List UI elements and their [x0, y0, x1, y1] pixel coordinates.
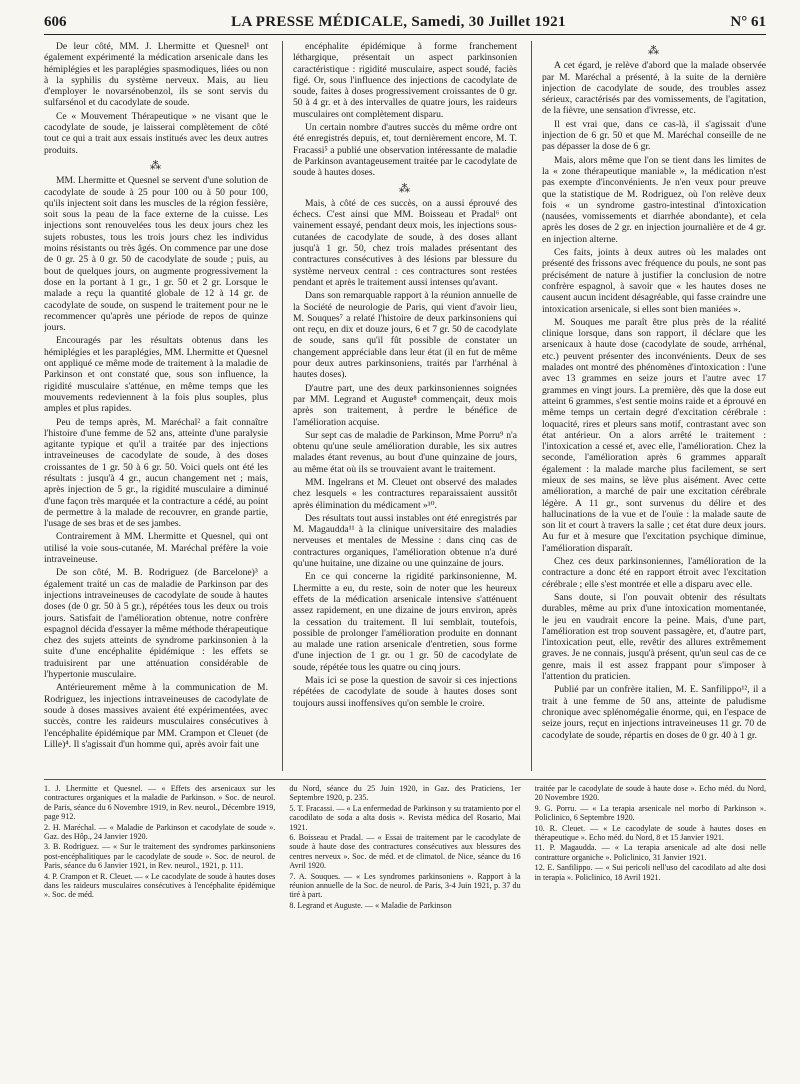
- section-separator-stars: ⁂: [399, 182, 411, 195]
- paragraph: De son côté, M. B. Rodriguez (de Barcelone)³ a également traité un cas de maladie de Parkinson par des injections intraveineuses de cacodylate de soude à hautes doses (de 0 gr. 50 à 5 gr.), répétées tous les deux ou trois jours. Satisfait de l'amélioration obtenue, notre confrère espagnol décida d'essayer la même méthode thérapeutique chez des sujets atteints de syndrome parkinsonien à la suite d'une encéphalite épidémique : les effets se traduisirent par une atténuation considérable de l'hypertonie musculaire.: [44, 567, 268, 681]
- paragraph: De leur côté, MM. J. Lhermitte et Quesnel¹ ont également expérimenté la médication arsenicale dans les hémiplégies et les paraplégies spasmodiques, liées ou non à la syphilis du système nerveux. Mais, au lieu d'employer le novarsénobenzol, ils se sont servis du sulfarsénol et du cacodylate de soude.: [44, 41, 268, 109]
- page-number: 606: [44, 14, 67, 30]
- footnote-column-2: [289, 784, 520, 1084]
- footnote: 1. J. Lhermitte et Quesnel. — « Effets des arsenicaux sur les contractures organiques et la maladie de Parkinson. » Soc. de neurol. de Paris, séance du 6 Novembre 1919, in Rev. neurol., Décembre 1919, page 912.: [44, 784, 276, 822]
- footnote: 12. E. Sanfilippo. — « Sui pericoli nell'uso del cacodilato ad alte dosi in terapia ». Policlinico, 18 Avril 1921.: [534, 863, 766, 882]
- paragraph: Mais, à côté de ces succès, on a aussi éprouvé des échecs. C'est ainsi que MM. Boisseau et Pradal⁶ ont vainement essayé, pendant deux mois, les injections sous-cutanées de cacodylate de soude, à des doses allant jusqu'à 1 gr. 50, chez trois malades présentant des contractures consécutives à des lésions par blessure du système nerveux central : ces contractures sont restées pendant et après le traitement aussi intenses qu'avant.: [293, 197, 517, 288]
- issue-number: N° 61: [730, 14, 766, 30]
- footnote-column-3: [535, 784, 766, 1084]
- footnote: 10. R. Cleuet. — « Le cacodylate de soude à hautes doses en thérapeutique ». Echo méd. du Nord, 8 et 15 Janvier 1921.: [534, 823, 766, 843]
- paragraph: MM. Ingelrans et M. Cleuet ont observé des malades chez lesquels « les contractures reparaissaient aussitôt après élimination du médicament »¹⁰.: [293, 476, 517, 511]
- footnote: 8. Legrand et Auguste. — « Maladie de Parkinson: [289, 900, 452, 910]
- section-separator-stars: ⁂: [648, 45, 660, 57]
- paragraph: Mais, alors même que l'on se tient dans les limites de la « zone thérapeutique maniable », la médication n'est pas exempte d'inconvénients. Je n'en veux pour preuve que la statistique de M. Rodriguez, où l'on relève deux fois « un syndrome gastro-intestinal d'intoxication (nausées, vomissements et diarrhée abondante), et cela après les doses de 2 gr. en injection journalière et de 4 gr. en injection alterne.: [542, 154, 766, 245]
- footnote: 7. A. Souques. — « Les syndromes parkinsoniens ». Rapport à la réunion annuelle de la Soc. de neurol. de Paris, 3-4 Juin 1921, p. 37 du tiré à part.: [289, 871, 521, 900]
- paragraph: Dans son remarquable rapport à la réunion annuelle de la Société de neurologie de Paris, qui vient d'avoir lieu, M. Souques⁷ a relaté l'histoire de deux parkinsoniens qui ont reçu, en dix et douze jours, 6 et 7 gr. 50 de cacodylate de soude, sans qu'il fût possible de constater un changement appréciable dans leur état (il en fut de même pour deux autres parkinsoniens, traités par l'arrhénal à hautes doses).: [293, 290, 517, 381]
- journal-title: LA PRESSE MÉDICALE, Samedi, 30 Juillet 1921: [231, 14, 566, 30]
- footnote: du Nord, séance du 25 Juin 1920, in Gaz. des Praticiens, 1er Septembre 1920, p. 235.: [289, 784, 521, 803]
- paragraph: Publié par un confrère italien, M. E. Sanfilippo¹², il a trait à une femme de 50 ans, atteinte de paludisme chronique avec splénomégalie énorme, qui, en l'espace de seize jours, reçut en injections intraveineuses 11 gr. 70 de cacodylate de soude, répartis en doses de 0 gr. 40 à 1 gr.: [542, 684, 766, 741]
- text-column-3: [531, 41, 766, 771]
- paragraph: Ce « Mouvement Thérapeutique » ne visant que le cacodylate de soude, je laisserai complètement de côté tout ce qui a trait aux essais institués avec les deux autres produits.: [44, 110, 268, 156]
- article-body: [44, 41, 766, 771]
- footnote: 11. P. Magaudda. — « La terapia arsenicale ad alte dosi nelle contratture organiche ». Policlinico, 31 Janvier 1921.: [534, 843, 766, 862]
- text-column-1: [44, 41, 268, 771]
- paragraph: D'autre part, une des deux parkinsoniennes soignées par MM. Legrand et Auguste⁸ commençait, deux mois après son traitement, à perdre le bénéfice de l'amélioration acquise.: [293, 382, 517, 428]
- paragraph: Ces faits, joints à deux autres où les malades ont présenté des frissons avec fréquence du pouls, ne sont pas précisément de nature à justifier la conclusion de notre confrère espagnol, à savoir que « les hautes doses ne causent aucun incident désagréable, qui fasse craindre une intoxication arsenicale, si elles sont bien maniées ».: [542, 247, 766, 315]
- footnote: 9. G. Porru. — « La terapia arsenicale nel morbo di Parkinson ». Policlinico, 6 Septembre 1920.: [534, 803, 766, 823]
- footnote: 6. Boisseau et Pradal. — « Essai de traitement par le cacodylate de soude à haute dose des contractures consécutives aux blessures des centres nerveux ». Soc. de méd. et de climatol. de Nice, séance du 16 Avril 1920.: [289, 833, 521, 871]
- paragraph: Un certain nombre d'autres succès du même ordre ont été enregistrés depuis, et, tout dernièrement encore, M. T. Fracassi⁵ a publié une observation intéressante de maladie de Parkinson avantageusement traitée par le cacodylate de soude à hautes doses.: [293, 122, 517, 179]
- footnote: 2. H. Maréchal. — « Maladie de Parkinson et cacodylate de soude ». Gaz. des Hôp., 24 Janvier 1920.: [44, 822, 276, 842]
- paragraph: Des résultats tout aussi instables ont été enregistrés par M. Magaudda¹¹ à la clinique universitaire des maladies nerveuses et mentales de Messine : dans cinq cas de contractures organiques, l'amélioration obtenue n'a duré qu'une huitaine, une dizaine ou une quinzaine de jours.: [293, 512, 517, 570]
- footnotes: [44, 779, 766, 1084]
- paragraph: A cet égard, je relève d'abord que la malade observée par M. Maréchal a présenté, à la suite de la dernière injection de cacodylate de soude, des troubles assez sérieux, caractérisés par des vomissements, de l'agitation, de la fièvre, une sensation d'ivresse, etc.: [542, 60, 766, 117]
- paragraph: Sans doute, si l'on pouvait obtenir des résultats durables, même au prix d'une intoxication momentanée, le jeu en vaudrait encore la peine. Mais, d'une part, l'amélioration est trop souvent passagère, et, d'autre part, l'intoxication peut, elle, revêtir des allures extrêmement graves. Je ne connais, jusqu'à présent, qu'un seul cas de ce genre, mais il est assez frappant pour s'imposer à l'attention du praticien.: [542, 591, 766, 683]
- footnote: 5. T. Fracassi. — « La enfermedad de Parkinson y su tratamiento por el cacodilato de soda a alta dosis ». Revista médica del Rosario, Mai 1921.: [289, 803, 521, 832]
- paragraph: Antérieurement même à la communication de M. Rodriguez, les injections intraveineuses de cacodylate de soude à doses massives avaient été expérimentées, avec succès, contre les raideurs musculaires consécutives à l'encéphalite épidémique par MM. Crampon et Cleuet (de Lille)⁴. Il s'agissait d'un homme qui, après avoir fait une: [44, 682, 268, 750]
- paragraph: M. Souques me paraît être plus près de la réalité clinique lorsque, dans son rapport, il déclare que les arsenicaux à haute dose (cacodylate de soude, arrhénal, etc.) peuvent présenter des inconvénients. Deux de ses malades ont montré des phénomènes d'intoxication : l'une avec 13 grammes en seize jours et l'autre avec 17 grammes en vingt jours. La première, dès que la dose eut atteint 6 grammes, s'est sentie moins raide et a éprouvé en même temps un certain degré d'excitation cérébrale : loquacité, rires et pleurs sans motif, contrastant avec son état antérieur. On a alors arrêté le traitement : l'intoxication a cessé et, avec elle, l'amélioration. Chez la seconde, l'amélioration après 6 grammes apparaît également : la malade marche plus facilement, se sert mieux de ses mains, se lève plus aisément. Avec cette amélioration, a marché de pair une excitation cérébrale légère. A 11 gr., sont survenus du délire et des hallucinations de la vue et de l'ouïe : la malade saute de son lit et court à travers la salle ; cet état dure deux jours. Au fur et à mesure que l'excitation psychique diminue, l'amélioration disparaît.: [542, 316, 766, 554]
- paragraph: Peu de temps après, M. Maréchal² a fait connaître l'histoire d'une femme de 52 ans, atteinte d'une paralysie agitante typique et qu'il a traitée par des injections intraveineuses de cacodylate de soude, à des doses croissantes de 1 gr. 50 à 6 gr. 50. Voici quels ont été les résultats : jusqu'à 4 gr., aucun changement net ; mais, après injection de 5 gr., la rigidité musculaire a diminué d'une façon très marquée et la contracture a cédé, au point de permettre à la malade de recouvrer, en grande partie, l'usage de ses bras et de ses jambes.: [44, 416, 268, 530]
- paragraph: Contrairement à MM. Lhermitte et Quesnel, qui ont utilisé la voie sous-cutanée, M. Maréchal préfère la voie intraveineuse.: [44, 531, 268, 566]
- footnote: 4. P. Crampon et R. Cleuet. — « Le cacodylate de soude à hautes doses dans les raideurs musculaires consécutives à l'encéphalite épidémique ». Soc. de méd.: [44, 871, 276, 900]
- text-column-2: [282, 41, 517, 771]
- footnote: traitée par le cacodylate de soude à haute dose ». Echo méd. du Nord, 20 Novembre 1920.: [534, 784, 766, 803]
- footnote-column-1: [44, 784, 275, 1084]
- paragraph: MM. Lhermitte et Quesnel se servent d'une solution de cacodylate de soude à 25 pour 100 ou à 50 pour 100, qu'ils injectent soit dans les muscles de la région fessière, soit sous la peau de la face externe de la cuisse. Les injections sont renouvelées tous les deux jours chez les sujets robustes, tous les trois jours chez les individus moins résistants ou très âgés. On commence par une dose de 0 gr. 25 à 0 gr. 50 de cacodylate de soude ; puis, au bout de quelques jours, on augmente progressivement la dose en la portant à 1 gr., 1 gr. 50 et 2 gr. Lorsque le malade a reçu la quantité globale de 12 à 14 gr. de cacodylate de soude, on suspend le traitement pour ne le recommencer qu'après une période de repos de quinze jours.: [44, 175, 268, 334]
- footnote: 3. B. Rodriguez. — « Sur le traitement des syndromes parkinsoniens post-encéphalitiques par le cacodylate de soude ». Soc. de neurol. de Paris, séance du 6 Janvier 1921, in Rev. neurol., 1921, p. 111.: [44, 842, 276, 871]
- paragraph: encéphalite épidémique à forme franchement léthargique, présentait un aspect parkinsonien caractéristique : rigidité musculaire, aspect soudé, faciès figé. Or, sous l'influence des injections de cacodylate de soude, faites à doses progressivement croissantes de 0 gr. 50 à 4 gr. et à des intervalles de quatre jours, les raideurs musculaires ont complètement disparu.: [293, 41, 517, 120]
- paragraph: Chez ces deux parkinsoniennes, l'amélioration de la contracture a donc été en rapport étroit avec l'excitation cérébrale ; elle s'est montrée et elle a disparu avec elle.: [542, 556, 766, 590]
- section-separator-stars: ⁂: [150, 159, 162, 172]
- paragraph: Mais ici se pose la question de savoir si ces injections répétées de cacodylate de soude à hautes doses sont toujours aussi inoffensives qu'on semble le croire.: [293, 675, 517, 709]
- paragraph: Encouragés par les résultats obtenus dans les hémiplégies et les paraplégies, MM. Lhermitte et Quesnel ont appliqué ce même mode de traitement à la maladie de Parkinson et ont constaté que, sous son influence, la rigidité musculaire s'atténue, en même temps que les mouvements redeviennent à la fois plus souples, plus amples et plus rapides.: [44, 335, 268, 415]
- paragraph: Sur sept cas de maladie de Parkinson, Mme Porru⁹ n'a obtenu qu'une seule amélioration durable, les six autres malades étant revenus, au bout d'une quinzaine de jours, au même état où ils se trouvaient avant le traitement.: [293, 429, 517, 475]
- page-header: [44, 14, 766, 35]
- paragraph: Il est vrai que, dans ce cas-là, il s'agissait d'une injection de 6 gr. 50 et que M. Maréchal conseille de ne pas dépasser la dose de 6 gr.: [542, 118, 766, 153]
- paragraph: En ce qui concerne la rigidité parkinsonienne, M. Lhermitte a eu, du reste, soin de noter que les heureux effets de la médication arsenicale intensive s'atténuent assez rapidement, en une dizaine de jours environ, après la cessation du traitement. Il lui semblait, toutefois, possible de prolonger l'amélioration produite en donnant au malade une ration arsenicale d'entretien, sous forme d'une injection de 1 gr. ou 1 gr. 50 de cacodylate de soude, répétée tous les quatre ou cinq jours.: [293, 571, 517, 673]
